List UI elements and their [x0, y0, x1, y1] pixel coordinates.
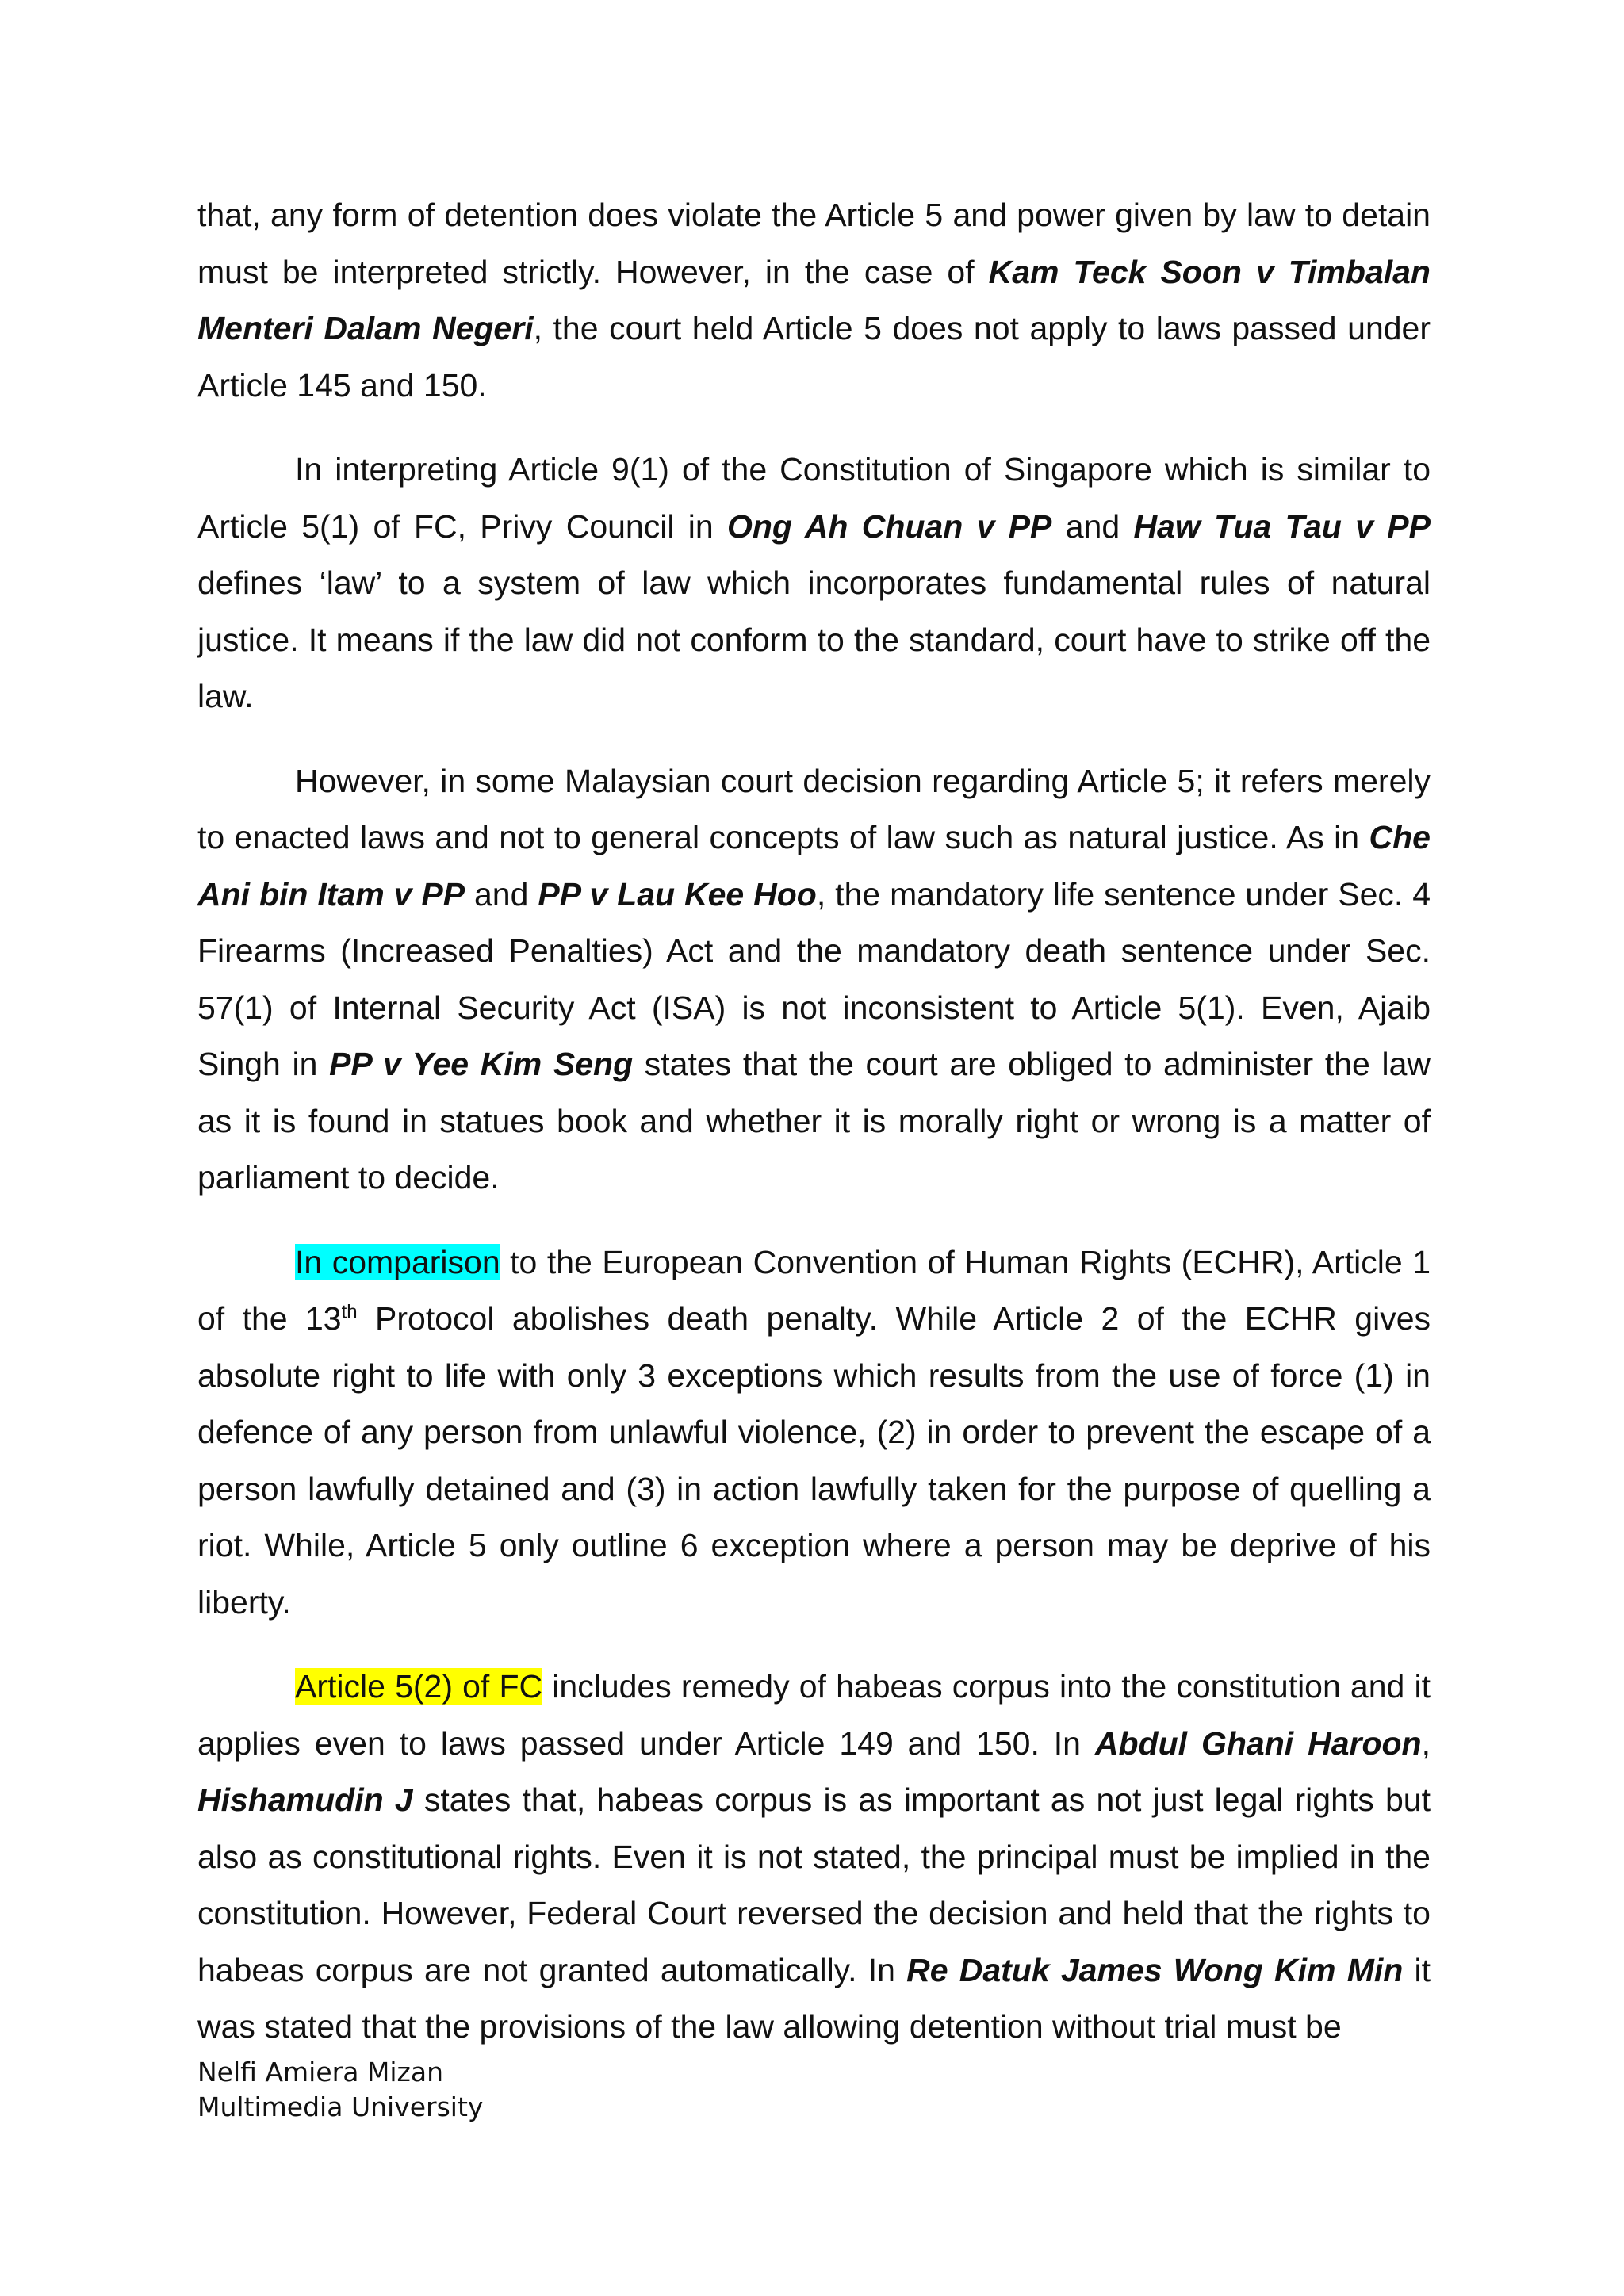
- text-segment: it was stated that the provisions of the law allowing detention without trial must be: [197, 1951, 1431, 2045]
- footer-institution: Multimedia University: [197, 2091, 484, 2122]
- case-name: Ong Ah Chuan v PP: [727, 507, 1052, 545]
- paragraph-2: [197, 442, 1431, 725]
- text-segment: defines ‘law’ to a system of law which incorporates fundamental rules of natural justice. It means if the law did not conform to the standard, court have to strike off the law.: [197, 564, 1431, 714]
- judge-name: Hishamudin J: [197, 1781, 413, 1818]
- text-segment: and: [465, 875, 538, 913]
- case-name: Re Datuk James Wong Kim Min: [906, 1951, 1404, 1988]
- text-segment: includes remedy of habeas corpus into the constitution and it applies even to laws passed under Article 149 and 150. In: [197, 1668, 1431, 1762]
- page-footer: [197, 2055, 483, 2125]
- case-name: Haw Tua Tau v PP: [1133, 507, 1431, 545]
- paragraph-4: [197, 1234, 1431, 1632]
- text-segment: states that the court are obliged to administer the law as it is found in statues book and whether it is morally right or wrong is a matter of parliament to decide.: [197, 1046, 1431, 1196]
- highlighted-text-cyan: In comparison: [295, 1243, 500, 1280]
- case-name: PP v Lau Kee Hoo: [538, 875, 817, 913]
- text-segment: In interpreting Article 9(1) of the Constitution of Singapore which is similar to Article 5(1) of FC, Privy Council in: [197, 451, 1431, 545]
- superscript-ordinal: th: [341, 1301, 358, 1323]
- paragraph-1: [197, 187, 1431, 414]
- text-segment: , the mandatory life sentence under Sec. 4 Firearms (Increased Penalties) Act and the mandatory death sentence under Sec. 57(1) of Internal Security Act (ISA) is not inconsistent to Article 5(1). Even, Ajaib Singh in: [197, 875, 1431, 1082]
- paragraph-3: [197, 753, 1431, 1207]
- text-segment: states that, habeas corpus is as important as not just legal rights but also as constitutional rights. Even it is not stated, the principal must be implied in the constitution. However, Federal Court reversed the decision and held that the rights to habeas corpus are not granted automatically. In: [197, 1781, 1431, 1988]
- text-segment: that, any form of detention does violate the Article 5 and power given by law to detain must be interpreted strictly. However, in the case of: [197, 197, 1431, 290]
- case-name: PP v Yee Kim Seng: [329, 1046, 634, 1082]
- text-segment: Protocol abolishes death penalty. While Article 2 of the ECHR gives absolute right to life with only 3 exceptions which results from the use of force (1) in defence of any person from unlawful violence, (2) in order to prevent the escape of a person lawfully detained and (3) in action lawfully taken for the purpose of quelling a riot. While, Article 5 only outline 6 exception where a person may be deprive of his liberty.: [197, 1300, 1431, 1621]
- paragraph-5: [197, 1659, 1431, 2056]
- document-body: [197, 187, 1431, 2084]
- text-segment: to the European Convention of Human Rights (ECHR), Article 1 of the 13: [197, 1243, 1431, 1337]
- footer-author: Nelfi Amiera Mizan: [197, 2057, 444, 2087]
- highlighted-text-yellow: Article 5(2) of FC: [295, 1668, 543, 1705]
- text-segment: ,: [1421, 1724, 1431, 1762]
- text-segment: , the court held Article 5 does not apply to laws passed under Article 145 and 150.: [197, 310, 1431, 404]
- case-name: Kam Teck Soon v Timbalan Menteri Dalam Negeri: [197, 253, 1431, 346]
- case-name: Che Ani bin Itam v PP: [197, 819, 1431, 913]
- text-segment: However, in some Malaysian court decision regarding Article 5; it refers merely to enacted laws and not to general concepts of law such as natural justice. As in: [197, 762, 1431, 855]
- text-segment: and: [1051, 507, 1134, 545]
- case-name: Abdul Ghani Haroon: [1094, 1724, 1422, 1762]
